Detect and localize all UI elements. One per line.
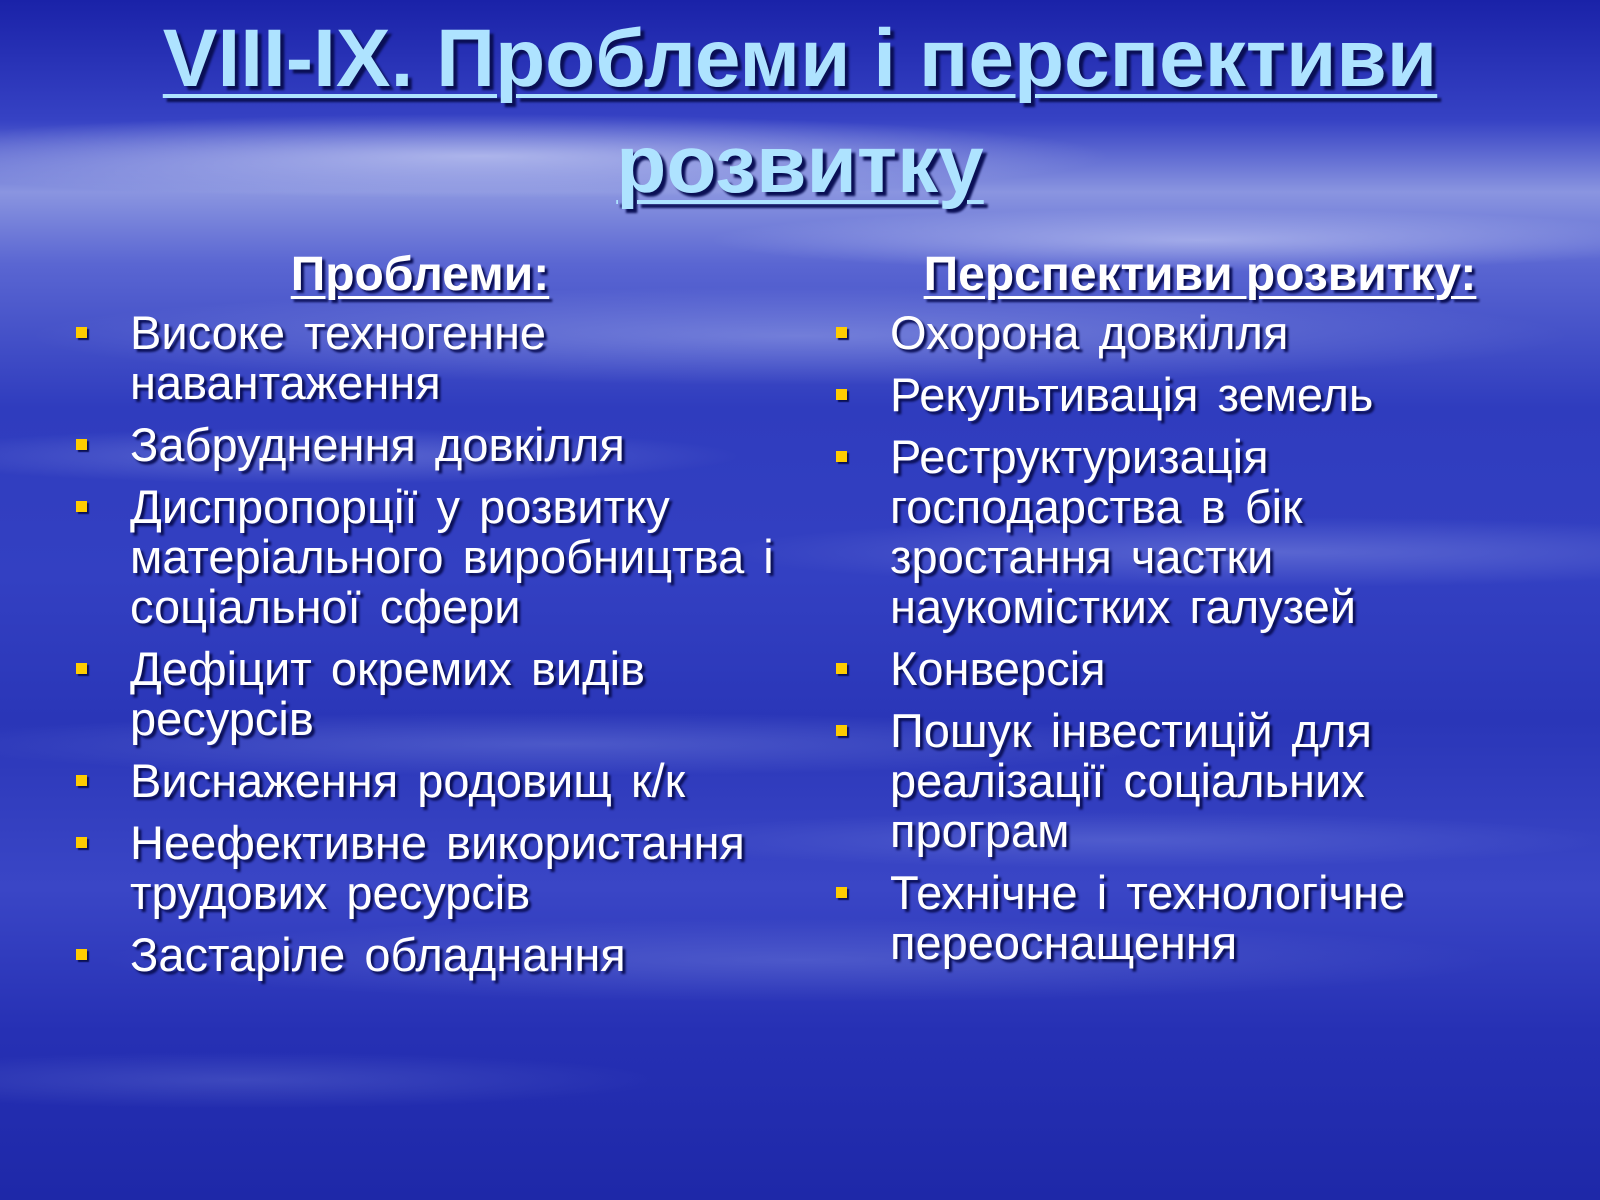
square-bullet-icon	[836, 389, 847, 400]
list-item	[60, 756, 780, 806]
problems-heading: Проблеми:	[290, 248, 550, 301]
list-item-text: Пошук інвестицій для реалізації соціальних програм	[890, 704, 1372, 857]
list-item-text: Технічне і технологічне переоснащення	[890, 866, 1406, 969]
prospects-list	[820, 308, 1540, 968]
list-item-text: Реструктуризація господарства в бік зростання частки наукомістких галузей	[890, 430, 1357, 633]
square-bullet-icon	[836, 725, 847, 736]
list-item	[820, 432, 1540, 632]
list-item-text: Охорона довкілля	[890, 306, 1289, 359]
square-bullet-icon	[76, 837, 87, 848]
list-item-text: Виснаження родовищ к/к	[130, 754, 686, 807]
square-bullet-icon	[76, 775, 87, 786]
list-item-text: Конверсія	[890, 642, 1106, 695]
square-bullet-icon	[76, 663, 87, 674]
list-item	[60, 308, 780, 408]
square-bullet-icon	[76, 439, 87, 450]
list-item	[820, 644, 1540, 694]
list-item	[60, 420, 780, 470]
square-bullet-icon	[76, 501, 87, 512]
square-bullet-icon	[836, 663, 847, 674]
square-bullet-icon	[836, 887, 847, 898]
list-item	[820, 308, 1540, 358]
list-item-text: Забруднення довкілля	[130, 418, 625, 471]
problems-list	[60, 308, 780, 980]
slide-title: VIII-IX. Проблеми і перспективи розвитку	[162, 13, 1438, 210]
list-item-text: Застаріле обладнання	[130, 928, 626, 981]
list-item	[60, 482, 780, 632]
list-item-text: Диспропорції у розвитку матеріального виробництва і соціальної сфери	[130, 480, 774, 633]
list-item	[820, 868, 1540, 968]
problems-column	[60, 246, 780, 980]
prospects-column	[820, 246, 1540, 968]
list-item-text: Рекультивація земель	[890, 368, 1374, 421]
square-bullet-icon	[76, 327, 87, 338]
list-item	[60, 930, 780, 980]
list-item	[820, 370, 1540, 420]
list-item-text: Дефіцит окремих видів ресурсів	[130, 642, 646, 745]
list-item-text: Неефективне використання трудових ресурсів	[130, 816, 745, 919]
square-bullet-icon	[836, 451, 847, 462]
list-item	[60, 818, 780, 918]
list-item	[820, 706, 1540, 856]
prospects-heading: Перспективи розвитку:	[923, 248, 1477, 301]
list-item-text: Високе техногенне навантаження	[130, 306, 547, 409]
square-bullet-icon	[836, 327, 847, 338]
list-item	[60, 644, 780, 744]
square-bullet-icon	[76, 949, 87, 960]
